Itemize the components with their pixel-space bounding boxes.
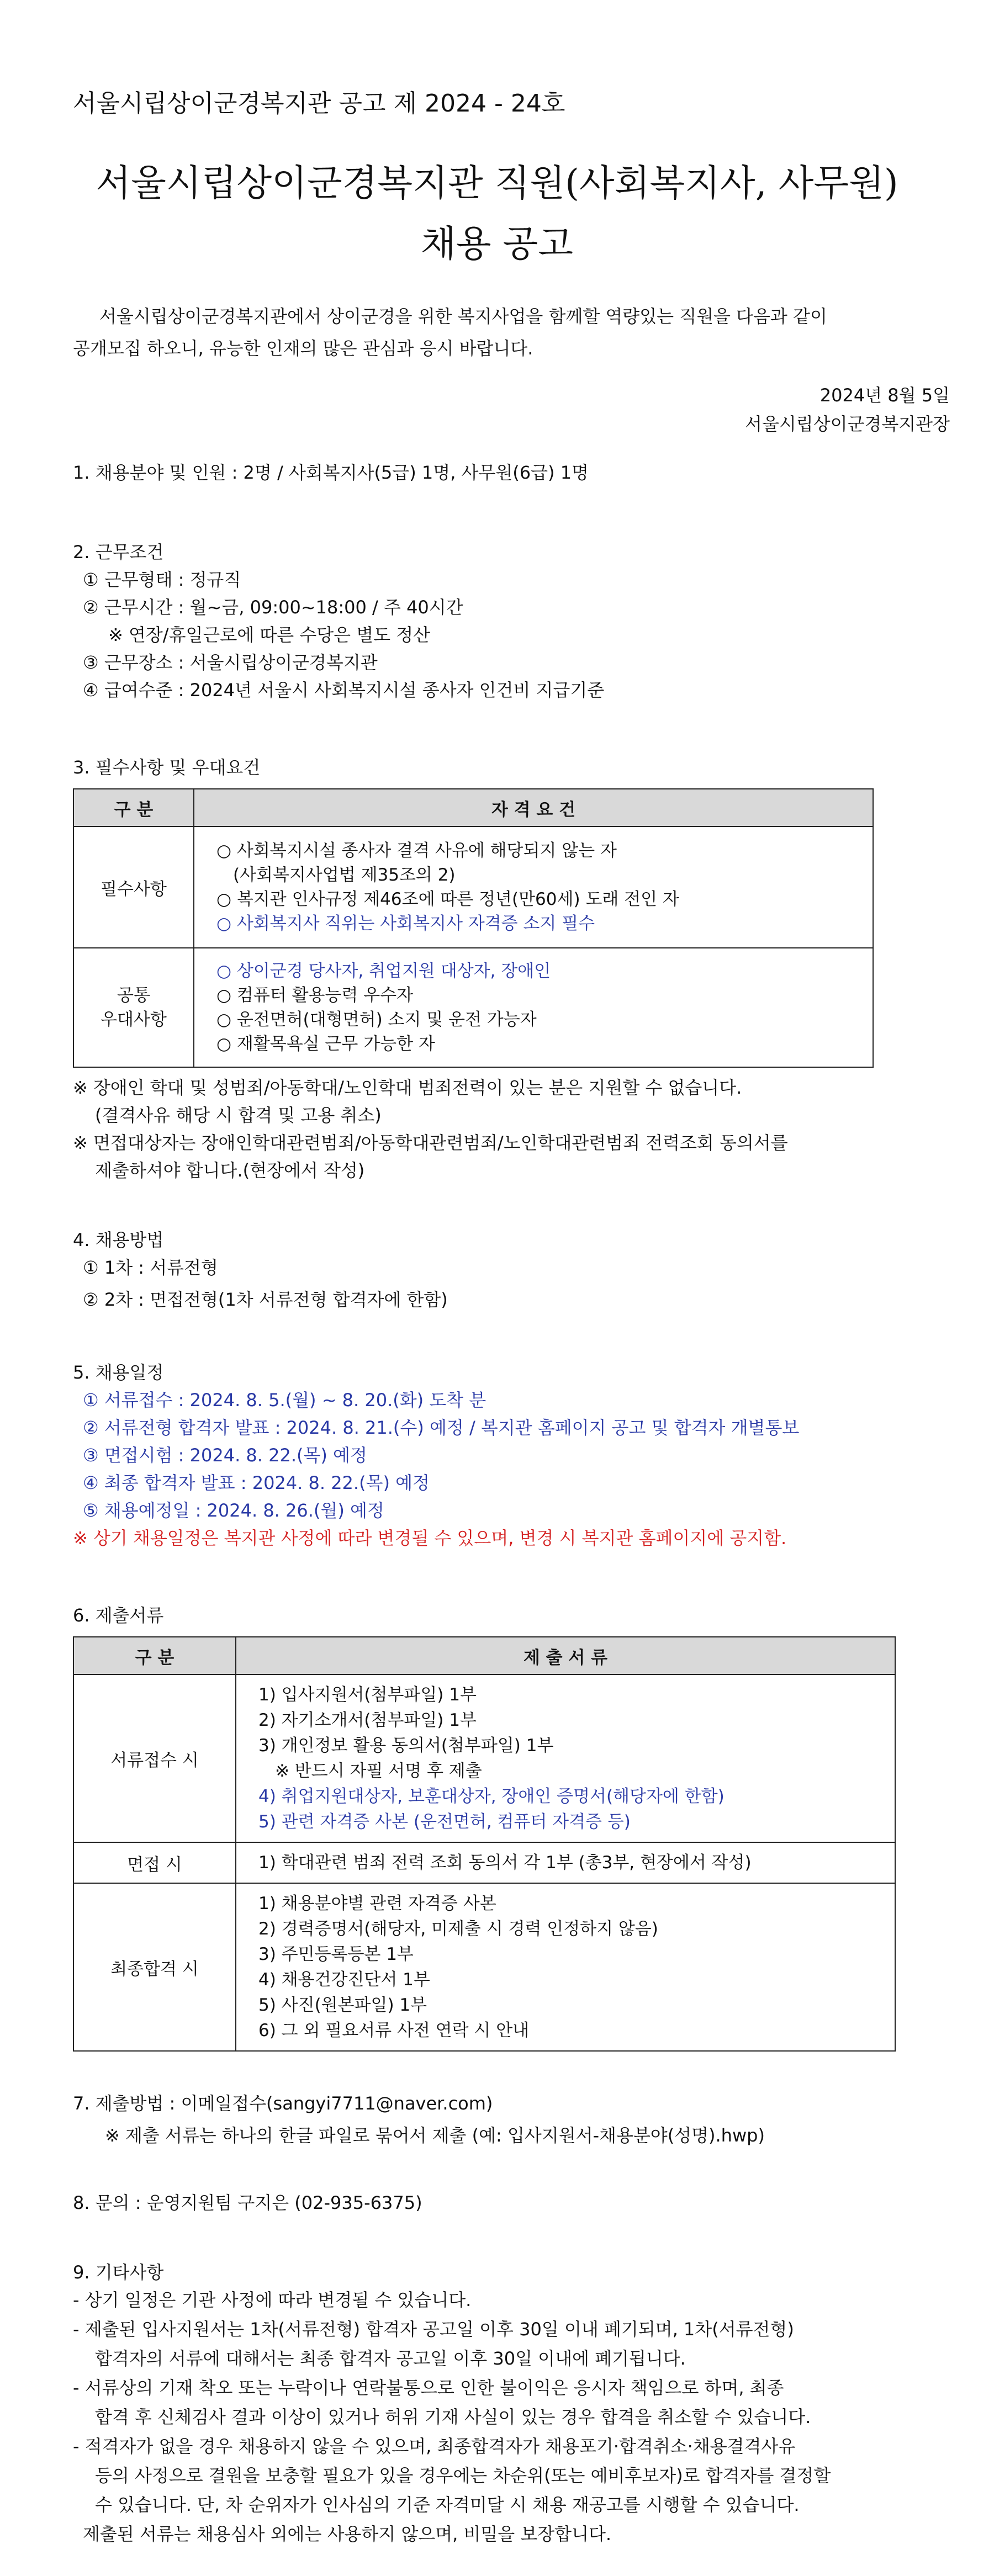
table-row [73, 1842, 895, 1883]
table-header-row [73, 1637, 895, 1674]
column-header-qualification: 자 격 요 건 [194, 789, 873, 826]
application-documents [236, 1674, 895, 1842]
interview-documents [236, 1842, 895, 1883]
list-item: ○ 재활목욕실 근무 가능한 자 [216, 1034, 435, 1054]
disqualification-note: ※ 장애인 학대 및 성범죄/아동학대/노인학대 범죄전력이 있는 분은 지원할 수 없습니다. [73, 1077, 742, 1098]
section-3-heading: 3. 필수사항 및 우대요건 [73, 757, 261, 778]
section-4-heading: 4. 채용방법 [73, 1229, 164, 1250]
misc-line: - 적격자가 없을 경우 채용하지 않을 수 있으며, 최종합격자가 채용포기·합격취소·채용결격사유 [73, 2436, 796, 2457]
misc-line: 제출된 서류는 채용심사 외에는 사용하지 않으며, 비밀을 보장합니다. [83, 2524, 612, 2545]
schedule-change-note: ※ 상기 채용일정은 복지관 사정에 따라 변경될 수 있으며, 변경 시 복지관 홈페이지에 공지함. [73, 1528, 787, 1549]
list-item: 3) 주민등록등본 1부 [258, 1944, 414, 1964]
final-documents [236, 1883, 895, 2051]
table-header-row [73, 789, 873, 826]
column-header-documents: 제 출 서 류 [236, 1637, 895, 1674]
row-category-interview: 면접 시 [73, 1842, 236, 1883]
row-category-application: 서류접수 시 [73, 1674, 236, 1842]
misc-line: 합격자의 서류에 대해서는 최종 합격자 공고일 이후 30일 이내에 폐기됩니다. [95, 2348, 686, 2369]
work-type: ① 근무형태 : 정규직 [83, 569, 241, 590]
table-row [73, 948, 873, 1067]
misc-line: 수 있습니다. 단, 차 순위자가 인사심의 기준 자격미달 시 채용 재공고를 시행할 수 있습니다. [95, 2494, 800, 2515]
misc-line: - 상기 일정은 기관 사정에 따라 변경될 수 있습니다. [73, 2289, 472, 2310]
list-item: ○ 복지관 인사규정 제46조에 따른 정년(만60세) 도래 전인 자 [216, 889, 679, 909]
page-title: 서울시립상이군경복지관 직원(사회복지사, 사무원) [96, 162, 898, 204]
overtime-note: ※ 연장/휴일근로에 따른 수당은 별도 정산 [108, 624, 431, 645]
list-item: ※ 반드시 자필 서명 후 제출 [275, 1761, 482, 1781]
misc-line: 합격 후 신체검사 결과 이상이 있거나 허위 기재 사실이 있는 경우 합격을 취소할 수 있습니다. [95, 2407, 811, 2427]
list-item: ○ 상이군경 당사자, 취업지원 대상자, 장애인 [216, 961, 551, 981]
table-row [73, 1883, 895, 2051]
documents-table [73, 1636, 896, 2052]
list-item: 1) 채용분야별 관련 자격증 사본 [258, 1894, 496, 1914]
row-category-line: 공통 [117, 985, 150, 1005]
list-item: 5) 사진(원본파일) 1부 [258, 1995, 427, 2015]
submission-note: ※ 제출 서류는 하나의 한글 파일로 묶어서 제출 (예: 입사지원서-채용분야(성명).hwp) [105, 2125, 765, 2146]
list-item: 2) 자기소개서(첨부파일) 1부 [258, 1710, 477, 1730]
column-header-category: 구 분 [73, 789, 194, 826]
section-6-heading: 6. 제출서류 [73, 1605, 164, 1626]
intro-line-1: 서울시립상이군경복지관에서 상이군경을 위한 복지사업을 함께할 역량있는 직원을 다음과 같이 [99, 306, 827, 327]
requirements-table [73, 788, 874, 1068]
list-item: 5) 관련 자격증 사본 (운전면허, 컴퓨터 자격증 등) [258, 1812, 631, 1832]
method-step-2: ② 2차 : 면접전형(1차 서류전형 합격자에 한함) [83, 1289, 448, 1310]
row-category-line: 우대사항 [101, 1010, 167, 1030]
intro-line-2: 공개모집 하오니, 유능한 인재의 많은 관심과 응시 바랍니다. [73, 338, 533, 359]
row-category-preferred [73, 948, 194, 1067]
list-item: 4) 채용건강진단서 1부 [258, 1970, 430, 1990]
work-hours: ② 근무시간 : 월~금, 09:00~18:00 / 주 40시간 [83, 597, 463, 618]
work-place: ③ 근무장소 : 서울시립상이군경복지관 [83, 652, 378, 673]
list-item: ○ 운전면허(대형면허) 소지 및 운전 가능자 [216, 1010, 537, 1030]
notice-date: 2024년 8월 5일 [819, 385, 950, 406]
schedule-document-result: ② 서류전형 합격자 발표 : 2024. 8. 21.(수) 예정 / 복지관 홈페이지 공고 및 합격자 개별통보 [83, 1417, 800, 1438]
section-1-positions: 1. 채용분야 및 인원 : 2명 / 사회복지사(5급) 1명, 사무원(6급) 1명 [73, 462, 589, 483]
misc-line: 등의 사정으로 결원을 보충할 필요가 있을 경우에는 차순위(또는 예비후보자)로 합격자를 결정할 [95, 2465, 831, 2486]
table-row [73, 1674, 895, 1842]
page-subtitle: 채용 공고 [420, 222, 573, 265]
consent-note: ※ 면접대상자는 장애인학대관련범죄/아동학대관련범죄/노인학대관련범죄 전력조회 동의서를 [73, 1132, 788, 1153]
list-item: ○ 컴퓨터 활용능력 우수자 [216, 985, 414, 1005]
required-items [194, 826, 873, 948]
schedule-application: ① 서류접수 : 2024. 8. 5.(월) ~ 8. 20.(화) 도착 분 [83, 1390, 487, 1411]
disqualification-note-detail: (결격사유 해당 시 합격 및 고용 취소) [95, 1105, 382, 1126]
row-category-required: 필수사항 [73, 826, 194, 948]
preferred-items [194, 948, 873, 1067]
list-item: 4) 취업지원대상자, 보훈대상자, 장애인 증명서(해당자에 한함) [258, 1787, 725, 1806]
schedule-interview: ③ 면접시험 : 2024. 8. 22.(목) 예정 [83, 1445, 367, 1466]
column-header-category: 구 분 [73, 1637, 236, 1674]
notice-number: 서울시립상이군경복지관 공고 제 2024 - 24호 [73, 89, 565, 118]
list-item: (사회복지사업법 제35조의 2) [233, 865, 456, 885]
misc-line: - 제출된 입사지원서는 1차(서류전형) 합격자 공고일 이후 30일 이내 폐기되며, 1차(서류전형) [73, 2319, 794, 2340]
list-item: 3) 개인정보 활용 동의서(첨부파일) 1부 [258, 1736, 554, 1756]
list-item: ○ 사회복지사 직위는 사회복지사 자격증 소지 필수 [216, 914, 595, 934]
section-9-heading: 9. 기타사항 [73, 2262, 164, 2283]
row-category-final: 최종합격 시 [73, 1883, 236, 2051]
schedule-start-date: ⑤ 채용예정일 : 2024. 8. 26.(월) 예정 [83, 1500, 384, 1521]
list-item: 6) 그 외 필요서류 사전 연락 시 안내 [258, 2021, 530, 2040]
section-7-submission: 7. 제출방법 : 이메일접수(sangyi7711@naver.com) [73, 2093, 493, 2114]
schedule-final-result: ④ 최종 합격자 발표 : 2024. 8. 22.(목) 예정 [83, 1472, 430, 1493]
notice-signer: 서울시립상이군경복지관장 [745, 414, 950, 434]
section-8-contact: 8. 문의 : 운영지원팀 구지은 (02-935-6375) [73, 2192, 422, 2213]
method-step-1: ① 1차 : 서류전형 [83, 1257, 218, 1278]
section-5-heading: 5. 채용일정 [73, 1362, 164, 1383]
list-item: 1) 입사지원서(첨부파일) 1부 [258, 1685, 477, 1705]
misc-line: - 서류상의 기재 착오 또는 누락이나 연락불통으로 인한 불이익은 응시자 책임으로 하며, 최종 [73, 2377, 784, 2398]
table-row [73, 826, 873, 948]
section-2-heading: 2. 근무조건 [73, 542, 164, 563]
salary-level: ④ 급여수준 : 2024년 서울시 사회복지시설 종사자 인건비 지급기준 [83, 680, 605, 701]
list-item: 1) 학대관련 범죄 전력 조회 동의서 각 1부 (총3부, 현장에서 작성) [258, 1853, 752, 1873]
consent-note-detail: 제출하셔야 합니다.(현장에서 작성) [95, 1160, 365, 1181]
list-item: 2) 경력증명서(해당자, 미제출 시 경력 인정하지 않음) [258, 1919, 658, 1939]
list-item: ○ 사회복지시설 종사자 결격 사유에 해당되지 않는 자 [216, 841, 617, 861]
